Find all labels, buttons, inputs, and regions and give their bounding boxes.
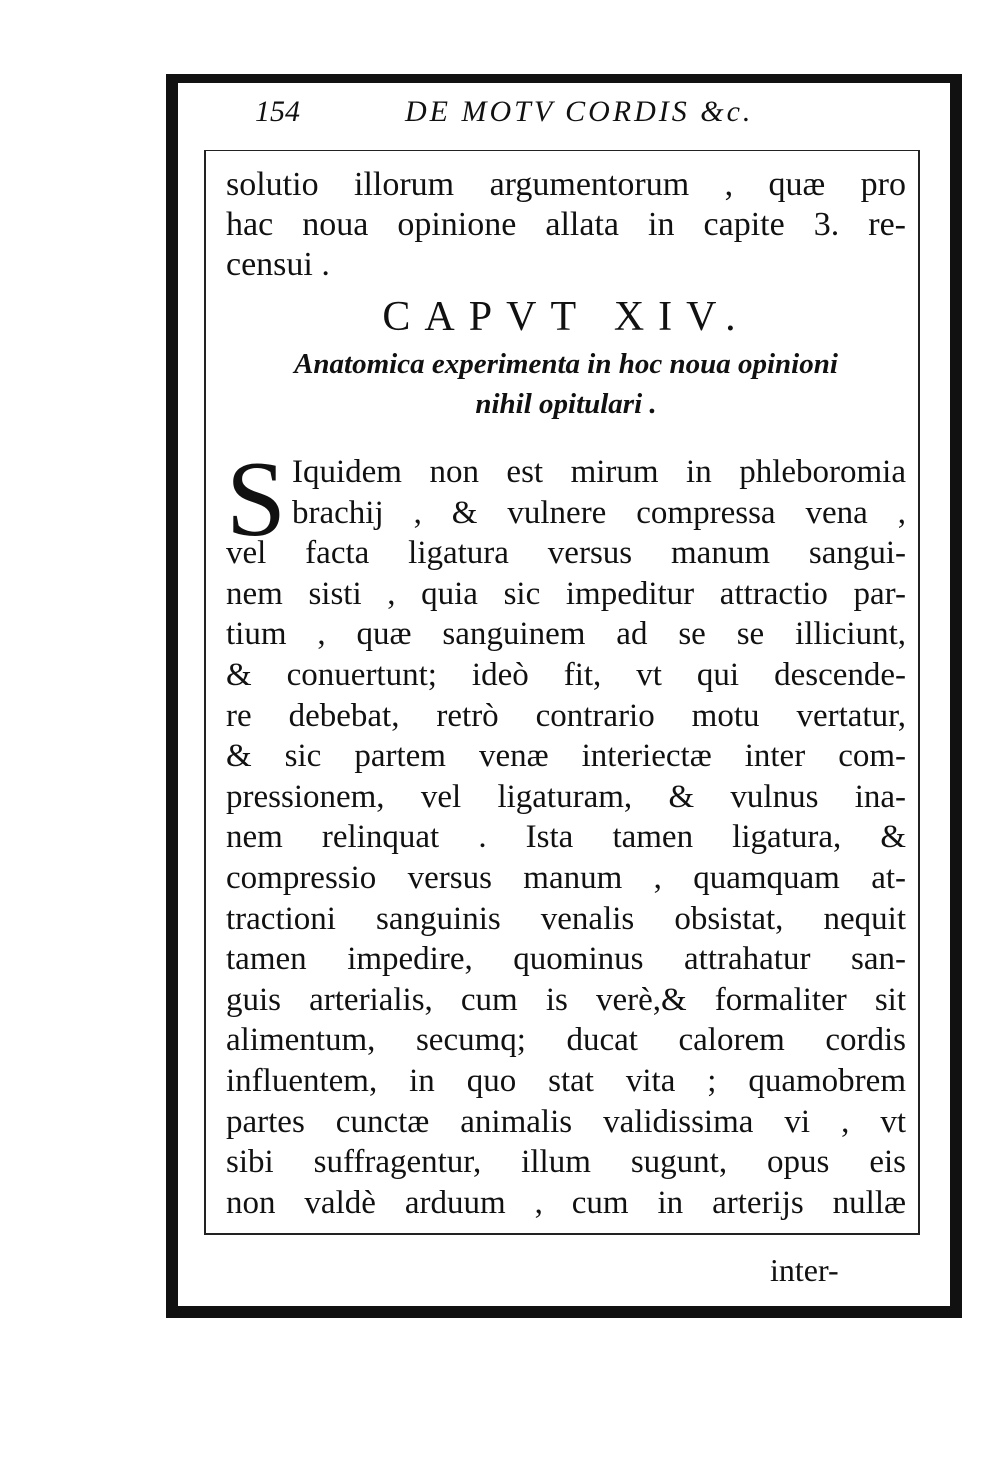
text-line: sibi suffragentur, illum sugunt, opus eis	[226, 1144, 906, 1181]
running-head: DE MOTV CORDIS &c.	[405, 95, 754, 128]
text-line: hac noua opinione allata in capite 3. re-	[226, 206, 906, 243]
text-line: alimentum, secumq; ducat calorem cordis	[226, 1022, 906, 1059]
text-line: censui .	[226, 246, 330, 283]
border-rule-top	[166, 74, 962, 83]
text-line: brachij , & vulnere compressa vena ,	[292, 494, 906, 531]
catchword: inter-	[770, 1252, 839, 1288]
chapter-subtitle	[226, 344, 906, 424]
text-line: solutio illorum argumentorum , quæ pro	[226, 166, 906, 203]
text-line: nem relinquat . Ista tamen ligatura, &	[226, 819, 906, 856]
text-line: non valdè arduum , cum in arterijs nullæ	[226, 1184, 906, 1221]
drop-cap: S	[226, 440, 287, 559]
text-line: influentem, in quo stat vita ; quamobrem	[226, 1062, 906, 1099]
subtitle-line: Anatomica experimenta in hoc noua opinioni	[294, 348, 838, 380]
text-line: re debebat, retrò contrario motu vertatur,	[226, 697, 906, 734]
border-rule-bottom	[166, 1306, 962, 1318]
text-line: vel facta ligatura versus manum sangui-	[226, 535, 906, 572]
chapter-body	[226, 440, 906, 1223]
page-number: 154	[255, 95, 300, 128]
text-line: tium , quæ sanguinem ad se se illiciunt,	[226, 616, 906, 653]
text-line: partes cunctæ animalis validissima vi , vt	[226, 1103, 906, 1140]
chapter-title: CAPVT XIV.	[382, 294, 750, 340]
subtitle-line: nihil opitulari .	[475, 388, 657, 420]
text-line: tractioni sanguinis venalis obsistat, nequit	[226, 900, 906, 937]
text-line: & conuertunt; ideò fit, vt qui descende-	[226, 656, 906, 693]
text-line: Iquidem non est mirum in phleboromia	[292, 454, 906, 490]
border-rule-right	[950, 74, 962, 1318]
text-line: tamen impedire, quominus attrahatur san-	[226, 941, 906, 978]
text-line: & sic partem venæ interiectæ inter com-	[226, 738, 906, 775]
text-line: nem sisti , quia sic impeditur attractio par-	[226, 575, 906, 612]
border-rule-left	[166, 74, 178, 1318]
text-line: guis arterialis, cum is verè,& formaliter sit	[226, 981, 906, 1018]
text-line: pressionem, vel ligaturam, & vulnus ina-	[226, 778, 906, 815]
continued-paragraph	[226, 165, 906, 285]
page-header	[255, 95, 895, 139]
text-line: compressio versus manum , quamquam at-	[226, 859, 906, 896]
